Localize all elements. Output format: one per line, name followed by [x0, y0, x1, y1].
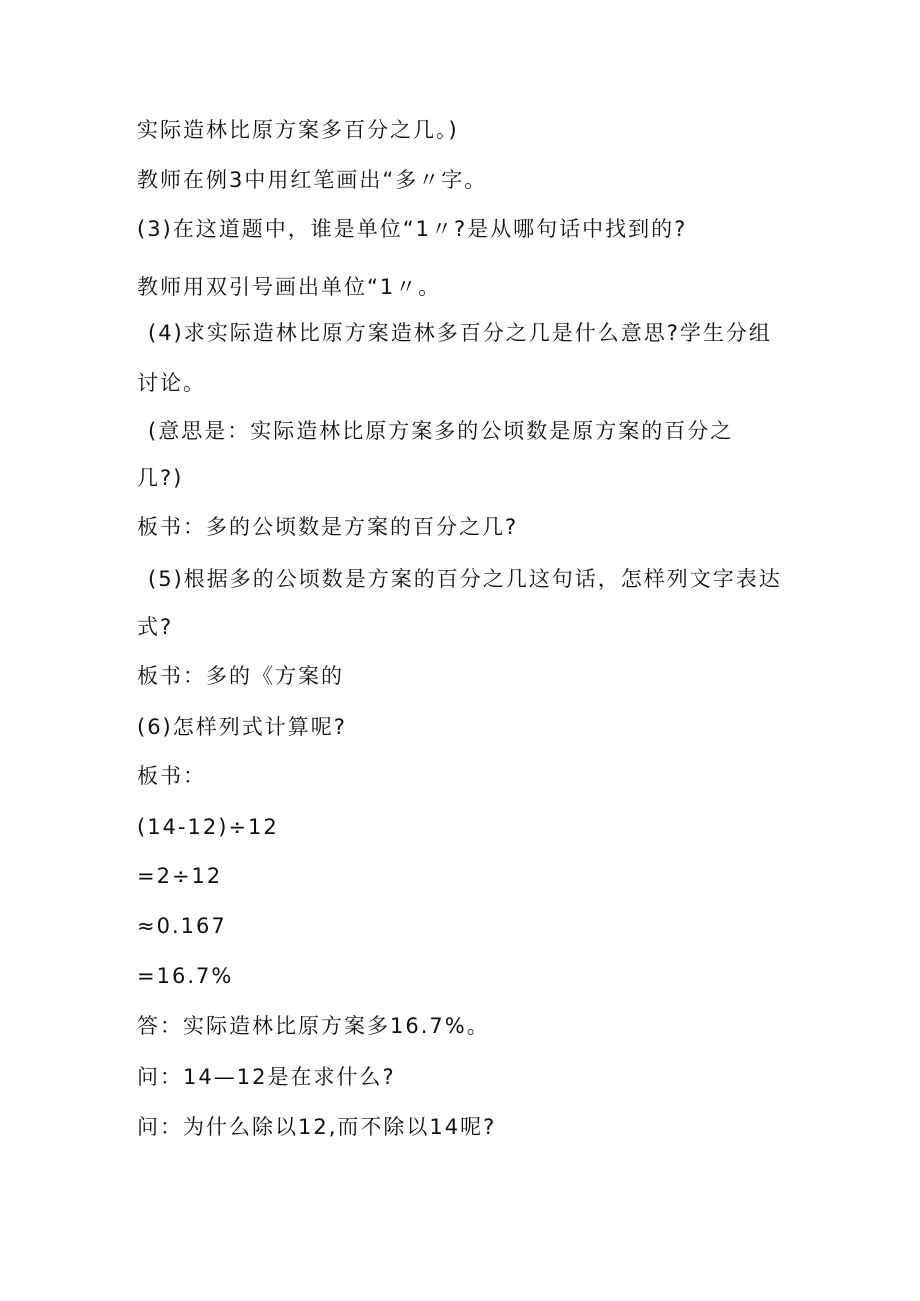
text-line: (意思是：实际造林比原方案多的公顷数是原方案的百分之 — [148, 419, 734, 443]
text-line: 教师用双引号画出单位“1〃。 — [137, 275, 442, 299]
math-line: =2÷12 — [137, 864, 223, 888]
text-line: 几?) — [137, 466, 184, 490]
text-line: (5)根据多的公顷数是方案的百分之几这句话，怎样列文字表达 — [148, 567, 782, 591]
math-line: =16.7% — [137, 964, 234, 988]
text-line: 板书：多的《方案的 — [137, 664, 344, 688]
text-line: (6)怎样列式计算呢? — [137, 715, 347, 739]
text-line: 板书：多的公顷数是方案的百分之几? — [137, 515, 519, 539]
text-line: (3)在这道题中，谁是单位“1〃?是从哪句话中找到的? — [137, 217, 688, 241]
text-line: 教师在例3中用红笔画出“多〃字。 — [137, 168, 488, 192]
math-line: ≈0.167 — [137, 914, 227, 938]
text-line: (4)求实际造林比原方案造林多百分之几是什么意思?学生分组 — [148, 321, 772, 345]
question-line: 问：为什么除以12,而不除以14呢? — [137, 1115, 497, 1139]
text-line: 板书： — [137, 764, 206, 788]
text-line: 讨论。 — [137, 371, 206, 395]
text-line: 实际造林比原方案多百分之几。) — [137, 118, 459, 142]
answer-line: 答：实际造林比原方案多16.7%。 — [137, 1014, 490, 1038]
text-line: 式? — [137, 615, 174, 639]
math-line: (14-12)÷12 — [137, 815, 279, 839]
question-line: 问：14—12是在求什么? — [137, 1065, 396, 1089]
